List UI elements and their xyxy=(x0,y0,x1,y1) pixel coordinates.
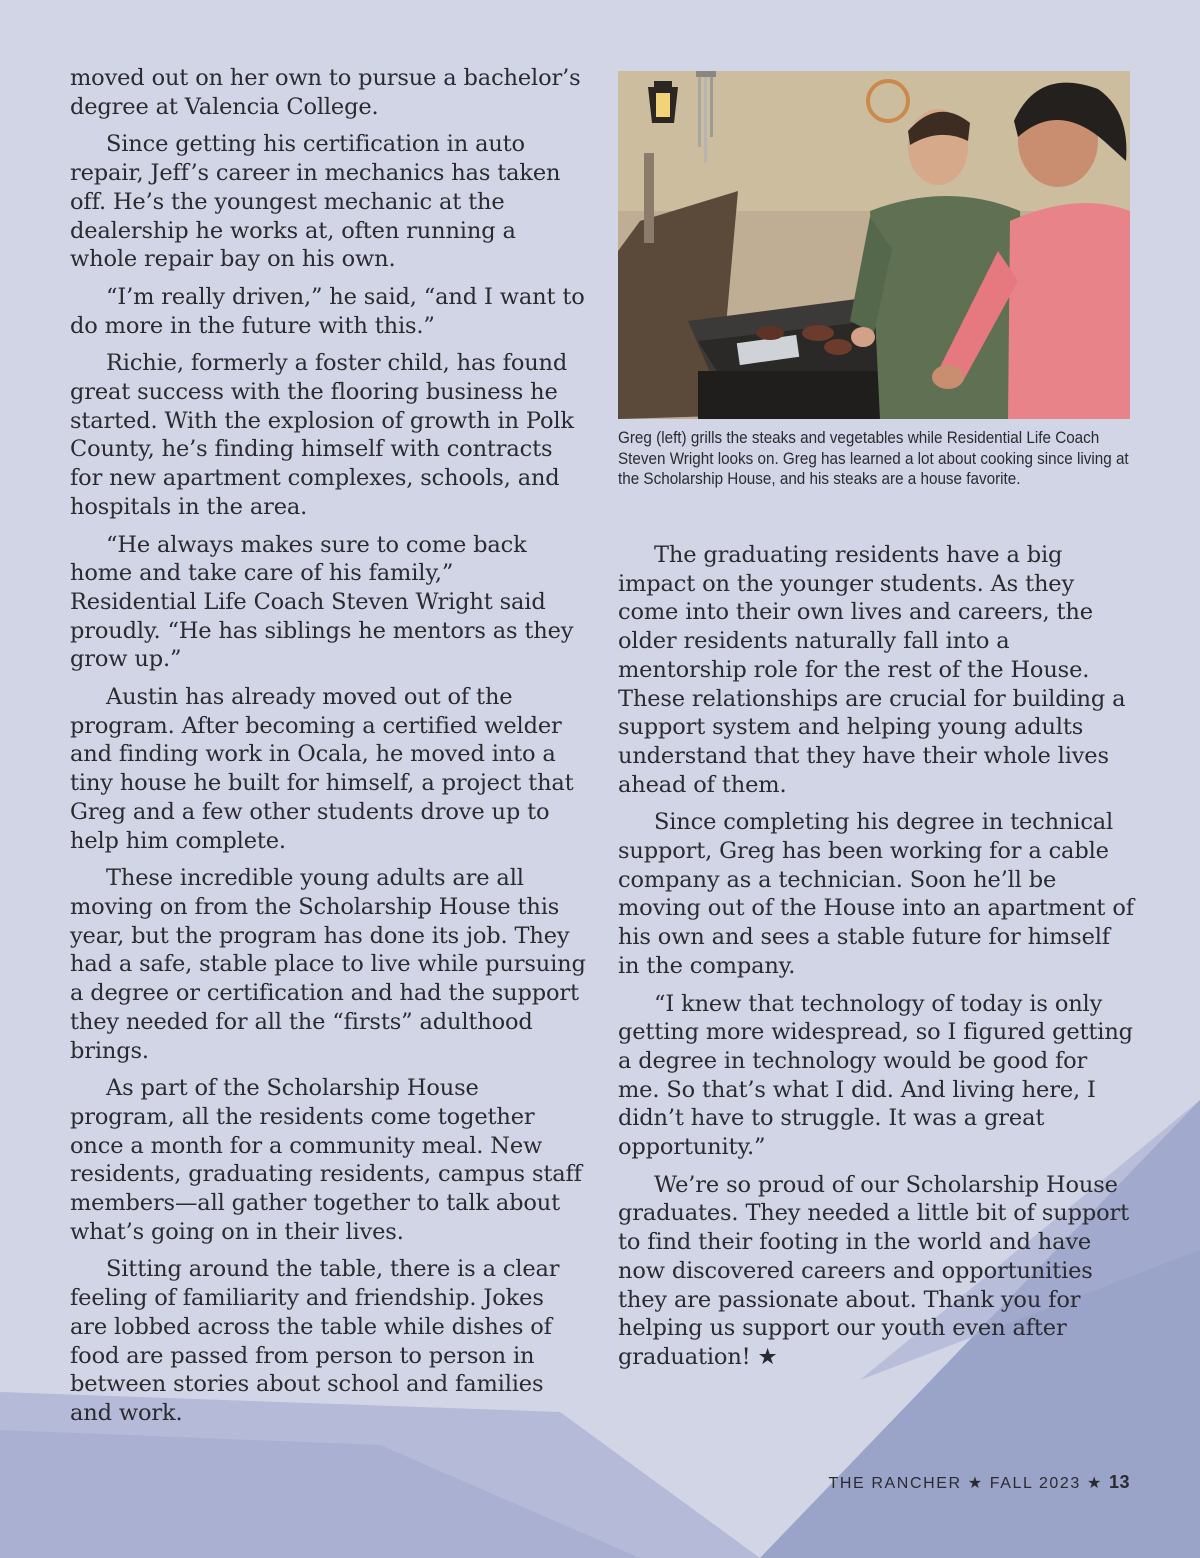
grilling-photo xyxy=(618,71,1130,419)
paragraph: moved out on her own to pursue a bachelor’s degree at Valencia College. xyxy=(70,65,581,120)
paragraph: Richie, formerly a foster child, has found great success with the flooring business he started. With the explosion of growth in Polk County, he’s finding himself with contracts for new apartment complexes, schools, and hospitals in the area. xyxy=(70,350,574,520)
paragraph: Since completing his degree in technical support, Greg has been working for a cable company as a technician. Soon he’ll be moving out of the House into an apartment of his own and sees a stable future for himself in the company. xyxy=(618,809,1134,979)
paragraph: Sitting around the table, there is a clear feeling of familiarity and friendship. Jokes are lobbed across the table while dishes of food are passed from person to person in between stories about school and families and work. xyxy=(70,1256,560,1426)
paragraph: The graduating residents have a big impact on the younger students. As they come into their own lives and careers, the older residents naturally fall into a mentorship role for the rest of the House. These relationships are crucial for building a support system and helping young adults understand that they have their whole lives ahead of them. xyxy=(618,542,1126,798)
paragraph: Since getting his certification in auto repair, Jeff’s career in mechanics has taken off. He’s the youngest mechanic at the dealership he works at, often running a whole repair bay on his own. xyxy=(70,131,561,273)
paragraph: As part of the Scholarship House program, all the residents come together once a month for a community meal. New residents, graduating residents, campus staff members—all gather together to talk about what’s going on in their lives. xyxy=(70,1075,582,1245)
paragraph: “I’m really driven,” he said, “and I want to do more in the future with this.” xyxy=(70,283,585,339)
page-number: 13 xyxy=(1108,1472,1130,1492)
photo-caption: Greg (left) grills the steaks and vegetables while Residential Life Coach Steven Wright looks on. Greg has learned a lot about cooking since living at the Scholarship House, and his steaks are a house favorite. xyxy=(618,429,1129,488)
publication-label: THE RANCHER ★ FALL 2023 ★ xyxy=(828,1475,1103,1492)
right-text-column xyxy=(618,541,1134,1381)
paragraph: We’re so proud of our Scholarship House graduates. They needed a little bit of support to find their footing in the world and have now discovered careers and opportunities they are passionate about. Thank you for helping us support our youth even after graduation! ★ xyxy=(618,1171,1129,1370)
left-text-column xyxy=(70,64,586,1437)
paragraph: Austin has already moved out of the program. After becoming a certified welder and finding work in Ocala, he moved into a tiny house he built for himself, a project that Greg and a few other students drove up to help him complete. xyxy=(70,684,574,854)
paragraph: “He always makes sure to come back home and take care of his family,” Residential Life Coach Steven Wright said proudly. “He has siblings he mentors as they grow up.” xyxy=(70,531,574,673)
paragraph: “I knew that technology of today is only getting more widespread, so I figured getting a degree in technology would be good for me. So that’s what I did. And living here, I didn’t have to struggle. It was a great opportunity.” xyxy=(618,990,1133,1161)
paragraph: These incredible young adults are all moving on from the Scholarship House this year, but the program has done its job. They had a safe, stable place to live while pursuing a degree or certification and had the support they needed for all the “firsts” adulthood brings. xyxy=(70,865,586,1064)
page-footer xyxy=(829,1472,1130,1493)
